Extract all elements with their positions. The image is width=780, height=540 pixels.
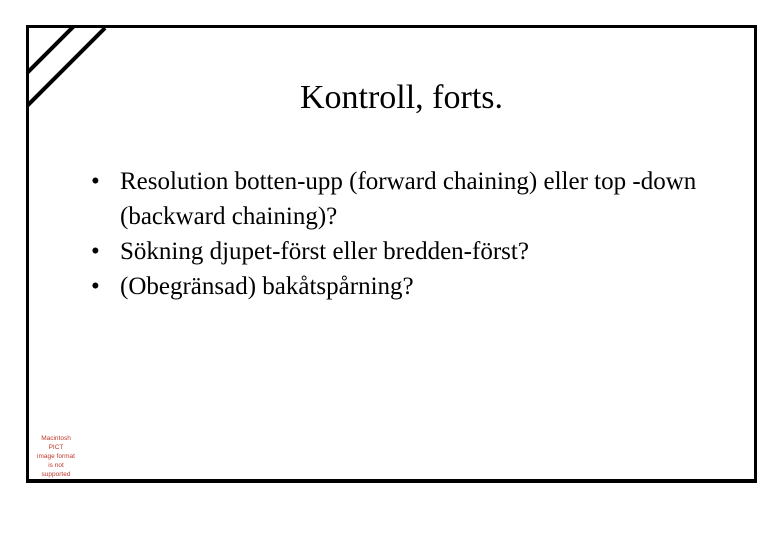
- bullet-list: [89, 164, 709, 304]
- bullet-item: [89, 234, 709, 269]
- bullet-item: [89, 269, 709, 304]
- placeholder-line: Macintosh PICT: [41, 435, 71, 451]
- unsupported-image-placeholder: [35, 434, 77, 479]
- slide-frame: [26, 25, 757, 483]
- bullet-text: Resolution botten-upp (forward chaining) eller top -down (backward chaining)?: [120, 168, 697, 230]
- bullet-text: Sökning djupet-först eller bredden-först?: [120, 238, 529, 265]
- bullet-dot-icon: •: [91, 273, 100, 300]
- bullet-dot-icon: •: [91, 168, 100, 195]
- placeholder-line: image format: [37, 453, 75, 460]
- bullet-text: (Obegränsad) bakåtspårning?: [120, 273, 414, 300]
- placeholder-line: is not supported: [41, 462, 71, 478]
- bullet-dot-icon: •: [91, 238, 100, 265]
- bullet-item: [89, 164, 709, 234]
- slide-title: Kontroll, forts.: [299, 79, 504, 116]
